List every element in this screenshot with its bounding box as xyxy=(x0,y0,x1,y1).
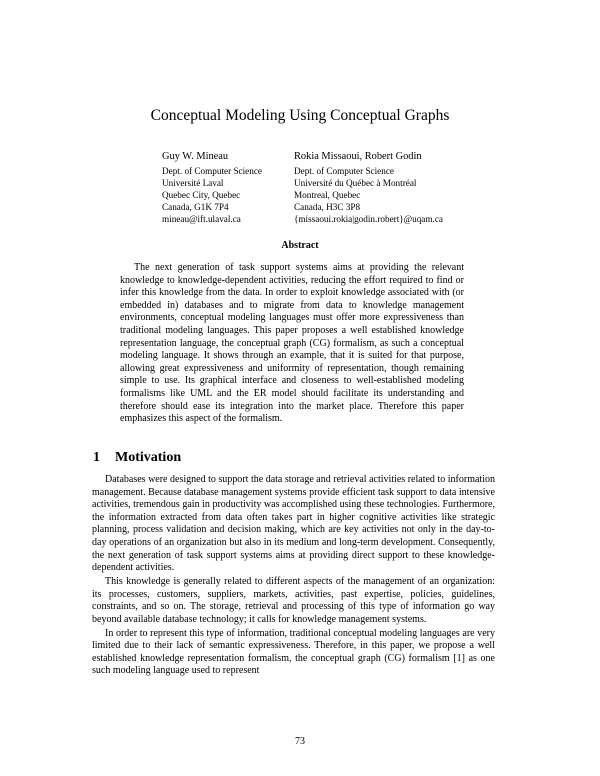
page-number: 73 xyxy=(295,736,305,747)
paper-title: Conceptual Modeling Using Conceptual Graphs xyxy=(150,107,450,124)
author-affiliation-city: Quebec City, Quebec xyxy=(162,190,241,200)
author-name: Rokia Missaoui, Robert Godin xyxy=(294,151,422,162)
section-body xyxy=(92,474,495,679)
author-affiliation-city: Montreal, Quebec xyxy=(294,190,361,200)
author-affiliation-postal: Canada, H3C 3P8 xyxy=(294,202,361,212)
author-affiliation-postal: Canada, G1K 7P4 xyxy=(162,202,229,212)
author-email: {missaoui.rokia|godin.robert}@uqam.ca xyxy=(294,214,443,224)
abstract-heading: Abstract xyxy=(281,240,319,251)
author-email: mineau@ift.ulaval.ca xyxy=(162,214,241,224)
section-title: Motivation xyxy=(115,450,182,465)
author-affiliation-dept: Dept. of Computer Science xyxy=(294,166,395,176)
section-number: 1 xyxy=(93,450,100,465)
author-affiliation-university: Université Laval xyxy=(162,178,224,188)
author-block-missaoui-godin xyxy=(294,150,494,225)
author-block-mineau xyxy=(162,150,292,225)
abstract-body: The next generation of task support systems aims at providing the relevant knowledge to knowledge-dependent activities, reducing the effort required to find or infer this knowledge from the data. In order to exploit knowledge associated with (or embedded in) databases and to migrate from data to knowledge management environments, conceptual modeling languages must offer more expressiveness than traditional modeling languages. This paper proposes a well established knowledge representation language, the conceptual graph (CG) formalism, as such a conceptual modeling language. It shows through an example, that it is suited for that purpose, allowing great expressiveness and uniformity of representation, though remaining simple to use. Its graphical interface and closeness to well-established modeling formalisms like UML and the ER model should facilitate its understanding and therefore should ease its integration into the market place. Therefore this paper emphasizes this aspect of the formalism. xyxy=(120,262,464,425)
author-affiliation-university: Université du Québec à Montréal xyxy=(294,178,417,188)
author-affiliation-dept: Dept. of Computer Science xyxy=(162,166,263,176)
body-paragraph: Databases were designed to support the data storage and retrieval activities related to information management. Because database management systems provide efficient task support to data intensive activities, tremendous gain in productivity was accomplished using these technologies. Furthermore, the information extracted from data often takes part in higher cognitive activities like strategic planning, process validation and decision making, which are key activities not only in the day-to-day operations of an organization but also in its medium and long-term development. Consequently, the next generation of task support systems aims at providing direct support to these knowledge-dependent activities. xyxy=(92,474,495,574)
body-paragraph: This knowledge is generally related to different aspects of the management of an organization: its processes, customers, suppliers, markets, activities, past expertise, policies, guidelines, constraints, and so on. The storage, retrieval and processing of this type of information go way beyond available database technology; it calls for knowledge management systems. xyxy=(92,575,495,625)
section-heading xyxy=(93,449,181,467)
body-paragraph: In order to represent this type of information, traditional conceptual modeling languages are very limited due to their lack of semantic expressiveness. Therefore, in this paper, we propose a well established knowledge representation formalism, the conceptual graph (CG) formalism [1] as one such modeling language used to represent xyxy=(92,627,495,677)
author-name: Guy W. Mineau xyxy=(162,151,229,162)
